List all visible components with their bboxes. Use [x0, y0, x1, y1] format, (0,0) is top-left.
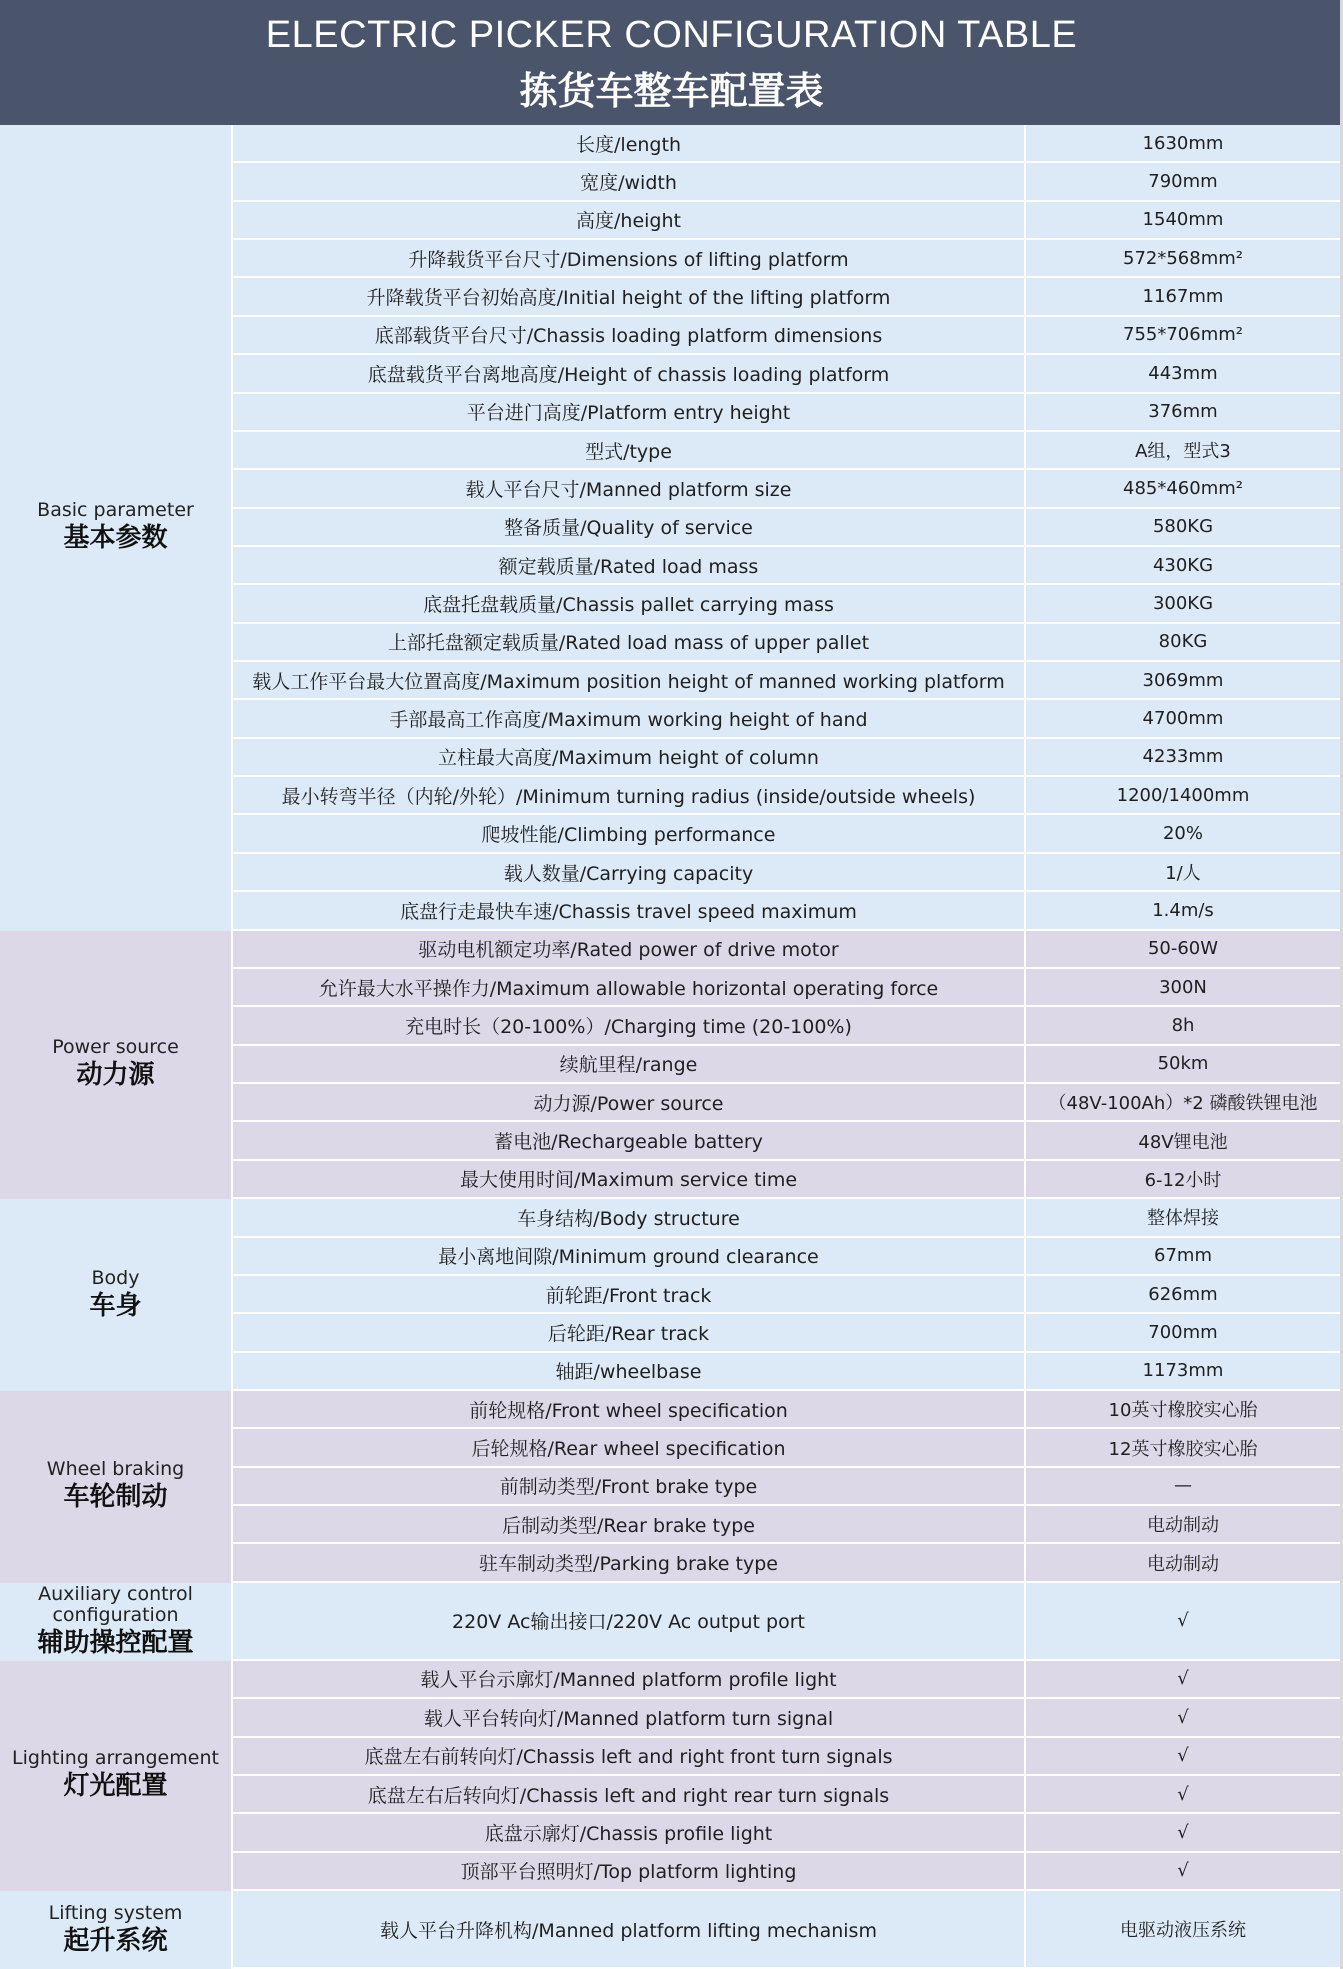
value-cell: 67mm — [1154, 1245, 1212, 1267]
value-cell: 50km — [1157, 1053, 1209, 1075]
parameter-cell: 底盘行走最快车速/Chassis travel speed maximum — [233, 892, 1026, 928]
table-row — [233, 1468, 1340, 1506]
parameter-cell: 充电时长（20-100%）/Charging time (20-100%) — [233, 1007, 1026, 1043]
value-cell: 1630mm — [1142, 132, 1224, 154]
parameter-cell: 载人工作平台最大位置高度/Maximum position height of manned working platform — [233, 662, 1026, 698]
value-cell: 790mm — [1148, 171, 1218, 193]
parameter-cell: 高度/height — [233, 202, 1026, 238]
parameter-cell: 最小转弯半径（内轮/外轮）/Minimum turning radius (inside/outside wheels) — [233, 777, 1026, 813]
table-row — [233, 355, 1340, 393]
value-cell: 443mm — [1148, 362, 1218, 384]
value-cell: 1167mm — [1142, 286, 1224, 308]
section-4 — [0, 1583, 1340, 1661]
section-6 — [0, 1891, 1340, 1969]
table-row — [233, 432, 1340, 470]
table-row — [233, 1853, 1340, 1891]
section-rows — [233, 1891, 1340, 1969]
category-label-en: Body — [91, 1266, 140, 1289]
parameter-cell: 载人平台升降机构/Manned platform lifting mechanism — [233, 1891, 1026, 1967]
parameter-cell: 前制动类型/Front brake type — [233, 1468, 1026, 1504]
value-cell: 12英寸橡胶实心胎 — [1108, 1438, 1258, 1460]
section-2 — [0, 1199, 1340, 1391]
table-row — [233, 1506, 1340, 1544]
parameter-cell: 驱动电机额定功率/Rated power of drive motor — [233, 931, 1026, 967]
table-row — [233, 739, 1340, 777]
parameter-cell: 升降载货平台初始高度/Initial height of the lifting platform — [233, 278, 1026, 314]
parameter-cell: 上部托盘额定载质量/Rated load mass of upper pallet — [233, 624, 1026, 660]
category-label-zh: 车轮制动 — [63, 1482, 168, 1513]
parameter-cell: 最大使用时间/Maximum service time — [233, 1161, 1026, 1197]
table-row — [233, 1699, 1340, 1737]
table-row — [233, 1161, 1340, 1199]
value-cell: √ — [1177, 1610, 1189, 1632]
parameter-cell: 升降载货平台尺寸/Dimensions of lifting platform — [233, 240, 1026, 276]
parameter-cell: 整备质量/Quality of service — [233, 509, 1026, 545]
table-row — [233, 509, 1340, 547]
table-row — [233, 1238, 1340, 1276]
table-row — [233, 1583, 1340, 1661]
table-row — [233, 1084, 1340, 1122]
table-row — [233, 278, 1340, 316]
table-row — [233, 892, 1340, 930]
parameter-cell: 前轮距/Front track — [233, 1276, 1026, 1312]
table-row — [233, 1007, 1340, 1045]
table-row — [233, 1122, 1340, 1160]
table-row — [233, 163, 1340, 201]
table-row — [233, 815, 1340, 853]
table-row — [233, 1738, 1340, 1776]
value-cell: 电驱动液压系统 — [1120, 1920, 1246, 1941]
parameter-cell: 后轮距/Rear track — [233, 1314, 1026, 1350]
table-row — [233, 1544, 1340, 1582]
parameter-cell: 平台进门高度/Platform entry height — [233, 394, 1026, 430]
parameter-cell: 驻车制动类型/Parking brake type — [233, 1544, 1026, 1580]
table-row — [233, 317, 1340, 355]
parameter-cell: 额定载质量/Rated load mass — [233, 547, 1026, 583]
parameter-cell: 立柱最大高度/Maximum height of column — [233, 739, 1026, 775]
value-cell: 50-60W — [1147, 938, 1219, 960]
table-row — [233, 624, 1340, 662]
value-cell: 1200/1400mm — [1116, 784, 1250, 806]
value-cell: 20% — [1162, 823, 1203, 845]
section-rows — [233, 1583, 1340, 1661]
section-1 — [0, 931, 1340, 1200]
parameter-cell: 续航里程/range — [233, 1046, 1026, 1082]
value-cell: 3069mm — [1142, 669, 1224, 691]
category-cell — [0, 1891, 233, 1969]
parameter-cell: 载人平台示廓灯/Manned platform profile light — [233, 1661, 1026, 1697]
value-cell: 4700mm — [1142, 708, 1224, 730]
value-cell: 300KG — [1152, 592, 1214, 614]
category-label-zh: 辅助操控配置 — [37, 1627, 194, 1658]
value-cell: 626mm — [1148, 1283, 1218, 1305]
value-cell: 1/人 — [1165, 863, 1201, 884]
category-label-zh: 基本参数 — [63, 523, 168, 554]
category-label-en: Lifting system — [48, 1901, 183, 1924]
value-cell: √ — [1177, 1745, 1189, 1767]
table-row — [233, 202, 1340, 240]
category-cell — [0, 1391, 233, 1583]
table-row — [233, 1353, 1340, 1391]
title-chinese: 拣货车整车配置表 — [519, 69, 824, 113]
section-0 — [0, 125, 1340, 931]
value-cell: 580KG — [1152, 516, 1214, 538]
value-cell: √ — [1177, 1783, 1189, 1805]
table-row — [233, 470, 1340, 508]
value-cell: 1.4m/s — [1152, 899, 1214, 921]
parameter-cell: 载人平台尺寸/Manned platform size — [233, 470, 1026, 506]
value-cell: 6-12小时 — [1144, 1169, 1222, 1191]
table-row — [233, 1891, 1340, 1969]
section-rows — [233, 1661, 1340, 1891]
parameter-cell: 底盘托盘载质量/Chassis pallet carrying mass — [233, 585, 1026, 621]
category-cell — [0, 1661, 233, 1891]
section-3 — [0, 1391, 1340, 1583]
parameter-cell: 最小离地间隙/Minimum ground clearance — [233, 1238, 1026, 1274]
category-label-en: Lighting arrangement — [12, 1747, 219, 1770]
parameter-cell: 220V Ac输出接口/220V Ac output port — [233, 1583, 1026, 1659]
value-cell: 4233mm — [1142, 746, 1224, 768]
category-label-zh: 车身 — [89, 1290, 142, 1321]
parameter-cell: 蓄电池/Rechargeable battery — [233, 1122, 1026, 1158]
value-cell: √ — [1177, 1860, 1189, 1882]
parameter-cell: 底盘载货平台离地高度/Height of chassis loading platform — [233, 355, 1026, 391]
value-cell: 8h — [1171, 1015, 1195, 1037]
table-row — [233, 700, 1340, 738]
value-cell: 485*460mm² — [1123, 477, 1243, 499]
table-row — [233, 662, 1340, 700]
category-cell — [0, 125, 233, 931]
parameter-cell: 载人数量/Carrying capacity — [233, 854, 1026, 890]
category-label-zh: 灯光配置 — [63, 1771, 168, 1802]
value-cell: — — [1174, 1475, 1192, 1497]
parameter-cell: 允许最大水平操作力/Maximum allowable horizontal operating force — [233, 969, 1026, 1005]
category-label-zh: 起升系统 — [63, 1925, 168, 1956]
title-english: ELECTRIC PICKER CONFIGURATION TABLE — [265, 14, 1078, 56]
value-cell: 整体焊接 — [1147, 1208, 1219, 1230]
parameter-cell: 前轮规格/Front wheel specification — [233, 1391, 1026, 1427]
value-cell: √ — [1177, 1668, 1189, 1690]
section-5 — [0, 1661, 1340, 1891]
table-row — [233, 125, 1340, 163]
parameter-cell: 轴距/wheelbase — [233, 1353, 1026, 1389]
parameter-cell: 底盘示廓灯/Chassis profile light — [233, 1814, 1026, 1850]
value-cell: 430KG — [1152, 554, 1214, 576]
value-cell: 700mm — [1148, 1321, 1218, 1343]
category-label-en: Basic parameter — [37, 499, 194, 522]
table-row — [233, 1776, 1340, 1814]
category-label-en: Auxiliary control configuration — [38, 1582, 193, 1626]
table-row — [233, 585, 1340, 623]
value-cell: 48V锂电池 — [1138, 1131, 1228, 1153]
parameter-cell: 底部载货平台尺寸/Chassis loading platform dimensions — [233, 317, 1026, 353]
parameter-cell: 底盘左右前转向灯/Chassis left and right front turn signals — [233, 1738, 1026, 1774]
value-cell: √ — [1177, 1821, 1189, 1843]
value-cell: 300N — [1159, 976, 1207, 998]
value-cell: 80KG — [1158, 631, 1208, 653]
value-cell: 1173mm — [1142, 1360, 1224, 1382]
parameter-cell: 后制动类型/Rear brake type — [233, 1506, 1026, 1542]
category-cell — [0, 1199, 233, 1391]
table-row — [233, 1429, 1340, 1467]
table-header — [0, 0, 1343, 125]
category-cell — [0, 931, 233, 1200]
table-row — [233, 1814, 1340, 1852]
parameter-cell: 型式/type — [233, 432, 1026, 468]
value-cell: √ — [1177, 1706, 1189, 1728]
section-rows — [233, 931, 1340, 1200]
parameter-cell: 长度/length — [233, 125, 1026, 161]
table-row — [233, 1199, 1340, 1237]
value-cell: 10英寸橡胶实心胎 — [1108, 1400, 1258, 1422]
value-cell: 376mm — [1148, 401, 1218, 423]
category-label-en: Wheel braking — [46, 1458, 185, 1481]
value-cell: 电动制动 — [1147, 1553, 1219, 1575]
parameter-cell: 载人平台转向灯/Manned platform turn signal — [233, 1699, 1026, 1735]
section-rows — [233, 1391, 1340, 1583]
section-rows — [233, 1199, 1340, 1391]
table-row — [233, 854, 1340, 892]
parameter-cell: 顶部平台照明灯/Top platform lighting — [233, 1853, 1026, 1889]
value-cell: 1540mm — [1142, 209, 1224, 231]
category-label-en: Power source — [52, 1036, 179, 1059]
value-cell: 572*568mm² — [1123, 247, 1243, 269]
table-row — [233, 1661, 1340, 1699]
table-row — [233, 931, 1340, 969]
category-cell — [0, 1583, 233, 1661]
value-cell: 电动制动 — [1147, 1515, 1219, 1537]
parameter-cell: 爬坡性能/Climbing performance — [233, 815, 1026, 851]
value-cell: （48V-100Ah）*2 磷酸铁锂电池 — [1048, 1093, 1318, 1115]
parameter-cell: 后轮规格/Rear wheel specification — [233, 1429, 1026, 1465]
value-cell: 755*706mm² — [1123, 324, 1243, 346]
parameter-cell: 车身结构/Body structure — [233, 1199, 1026, 1235]
parameter-cell: 手部最高工作高度/Maximum working height of hand — [233, 700, 1026, 736]
table-row — [233, 777, 1340, 815]
section-rows — [233, 125, 1340, 931]
table-row — [233, 1314, 1340, 1352]
table-row — [233, 969, 1340, 1007]
value-cell: A组，型式3 — [1135, 441, 1231, 463]
parameter-cell: 动力源/Power source — [233, 1084, 1026, 1120]
parameter-cell: 宽度/width — [233, 163, 1026, 199]
table-row — [233, 547, 1340, 585]
category-label-zh: 动力源 — [76, 1060, 155, 1091]
table-row — [233, 1276, 1340, 1314]
table-row — [233, 1391, 1340, 1429]
parameter-cell: 底盘左右后转向灯/Chassis left and right rear turn signals — [233, 1776, 1026, 1812]
table-row — [233, 1046, 1340, 1084]
table-row — [233, 394, 1340, 432]
table-row — [233, 240, 1340, 278]
